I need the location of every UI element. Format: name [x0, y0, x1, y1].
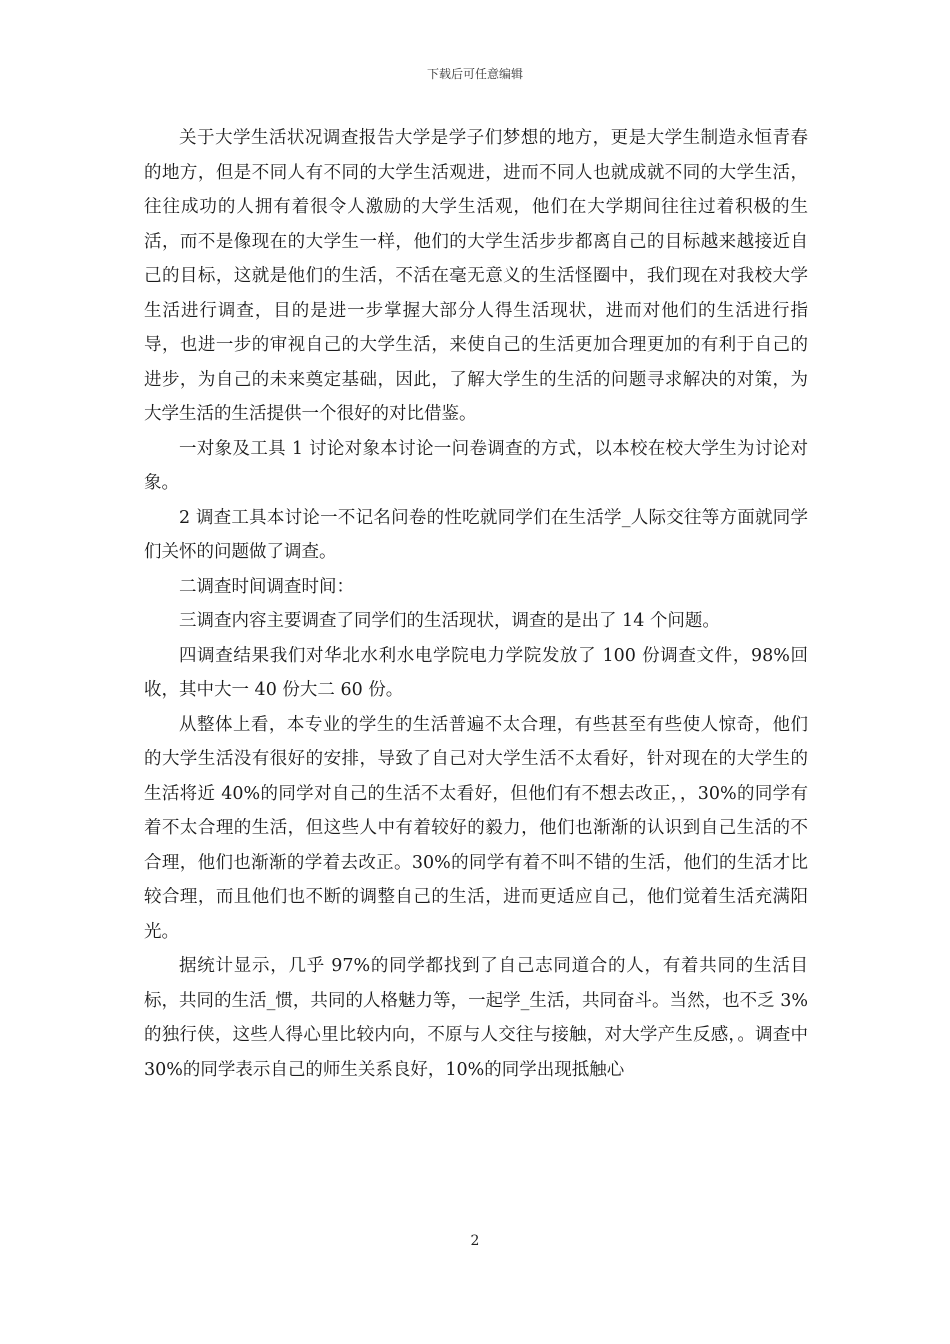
paragraph-time: 二调查时间调查时间： [179, 576, 354, 597]
page-header: 下载后可任意编辑 [426, 67, 523, 81]
page-number: 2 [470, 1233, 480, 1249]
paragraph-intro: 关于大学生活状况调查报告大学是学子们梦想的地方，更是大学生制造永恒青春的地方，但是不同人有不同的大学生活观进，进而不同人也就成就不同的大学生活，往往成功的人拥有着很令人激励的大学生活观，他们在大学期间往往过着积极的生活，而不是像现在的大学生一样，他们的大学生活步步都离自己的目标越来越接近自己的目标，这就是他们的生活，不活在毫无意义的生活怪圈中，我们现在对我校大学生活进行调查，目的是进一步掌握大部分人得生活现状，进而对他们的生活进行指导，也进一步的审视自己的大学生活，来使自己的生活更加合理更加的有利于自己的进步，为自己的未来奠定基础，因此，了解大学生的生活的问题寻求解决的对策，为大学生活的生活提供一个很好的对比借鉴。 [144, 128, 808, 424]
paragraph-overall: 从整体上看，本专业的学生的生活普遍不太合理，有些甚至有些使人惊奇，他们的大学生活没有很好的安排，导致了自己对大学生活不太看好，针对现在的大学生的生活将近 40%的同学对自己的生活不太看好，但他们有不想去改正，，30%的同学有着不太合理的生活，但这些人中有着较好的毅力，他们也渐渐的认识到自己生活的不合理，他们也渐渐的学着去改正。30%的同学有着不叫不错的生活，他们的生活才比较合理，而且他们也不断的调整自己的生活，进而更适应自己，他们觉着生活充满阳光。 [144, 714, 808, 942]
paragraph-results: 四调查结果我们对华北水利水电学院电力学院发放了 100 份调查文件，98%回收，其中大一 40 份大二 60 份。 [144, 645, 808, 700]
paragraph-statistics: 据统计显示，几乎 97%的同学都找到了自己志同道合的人，有着共同的生活目标，共同的生活_惯，共同的人格魅力等，一起学_生活，共同奋斗。当然，也不乏 3%的独行侠，这些人得心里比较内向，不原与人交往与接触，对大学产生反感，。调查中 30%的同学表示自己的师生关系良好，10%的同学出现抵触心 [144, 956, 808, 1080]
document-body [144, 121, 808, 1087]
paragraph-subjects: 一对象及工具 1 讨论对象本讨论一问卷调查的方式，以本校在校大学生为讨论对象。 [144, 438, 808, 493]
paragraph-content: 三调查内容主要调查了同学们的生活现状，调查的是出了 14 个问题。 [179, 611, 720, 631]
paragraph-tools: 2 调查工具本讨论一不记名问卷的性吃就同学们在生活学_人际交往等方面就同学们关怀的问题做了调查。 [144, 507, 808, 562]
